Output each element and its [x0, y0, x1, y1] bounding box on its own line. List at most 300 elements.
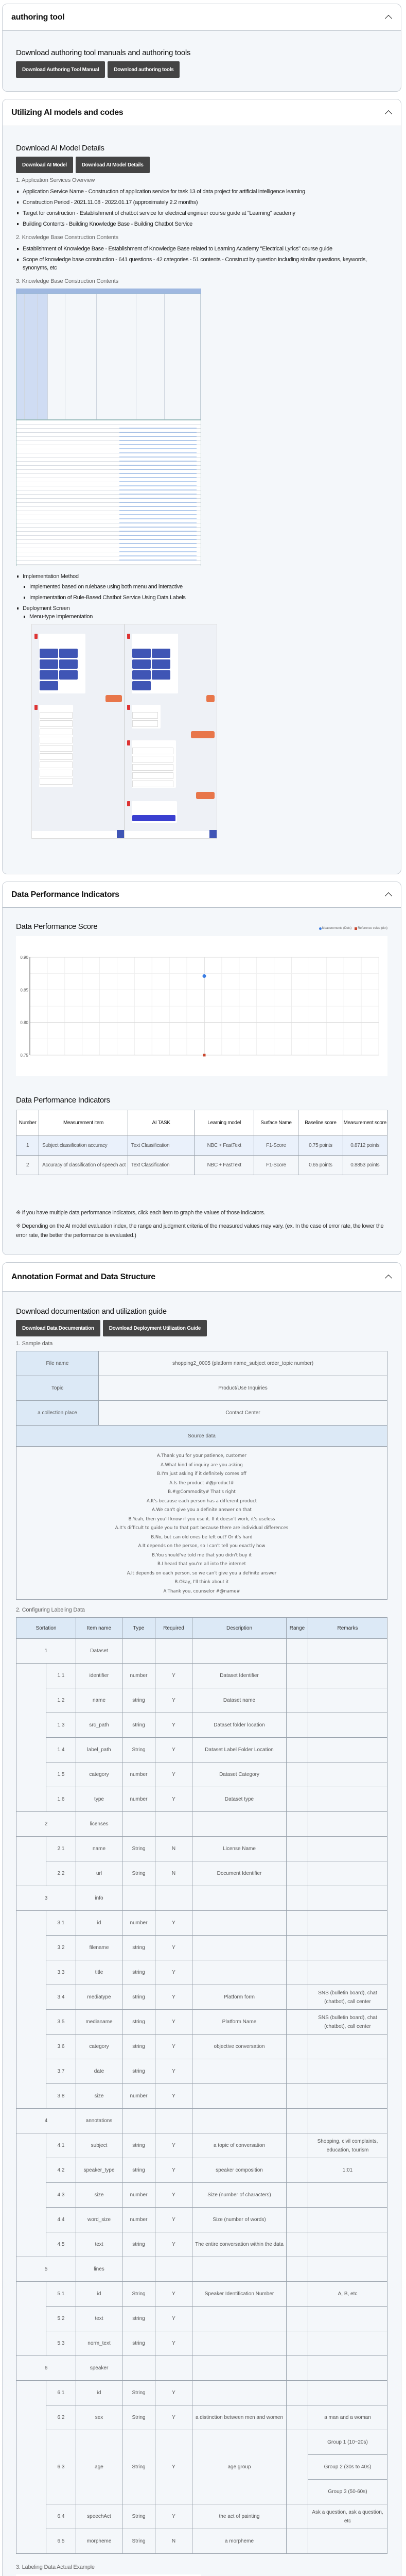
download-authoring-tools-button[interactable]: Download authoring tools — [108, 61, 180, 78]
section-title: 1. Application Services Overview — [16, 177, 95, 183]
implementation-list — [16, 572, 387, 621]
type: string — [122, 1688, 155, 1713]
empty-cell — [155, 2257, 192, 2282]
sortation: 3.3 — [46, 1960, 76, 1985]
item-name: sex — [76, 2405, 122, 2430]
item-name: date — [76, 2059, 122, 2084]
source-line: A.Is the product #@product# — [169, 1480, 234, 1486]
item-name: id — [76, 2282, 122, 2307]
item-name: url — [76, 1861, 122, 1886]
list-item: Target for construction - Establishment of chatbot service for electrical engineer course guide at "Learning" academy — [16, 209, 387, 217]
type: string — [122, 2331, 155, 2356]
sortation: 3.4 — [46, 1985, 76, 2010]
item-name: age — [76, 2430, 122, 2504]
type: String — [122, 2405, 155, 2430]
remarks — [308, 1936, 387, 1960]
sample-value: Contact Center — [99, 1401, 387, 1426]
item-name: lines — [76, 2257, 122, 2282]
required: Y — [155, 2158, 192, 2183]
reference-point[interactable] — [203, 1054, 206, 1057]
range — [287, 2084, 308, 2109]
sortation: 1.3 — [46, 1713, 76, 1738]
deployment-screenshot — [31, 624, 217, 839]
required: Y — [155, 2059, 192, 2084]
item-name: annotations — [76, 2109, 122, 2133]
type: string — [122, 2307, 155, 2331]
list-item: Building Contents - Building Knowledge Base - Building Chatbot Service — [16, 220, 387, 228]
chart-svg — [16, 936, 387, 1076]
indent-cell — [16, 2307, 46, 2331]
sample-key: a collection place — [16, 1401, 99, 1426]
list-item — [16, 572, 387, 602]
table-title: Data Performance Indicators — [16, 1096, 110, 1105]
chevron-up-icon[interactable] — [384, 109, 393, 117]
description: Platform Name — [192, 2010, 287, 2035]
empty-cell — [122, 1639, 155, 1664]
column-header: Sortation — [16, 1618, 76, 1639]
required: Y — [155, 2282, 192, 2307]
sample-key: Topic — [16, 1376, 99, 1401]
indent-cell — [16, 1738, 46, 1762]
empty-cell — [287, 2356, 308, 2381]
source-data — [16, 1447, 387, 1600]
table-row — [16, 2059, 387, 2084]
table-row — [16, 2307, 387, 2331]
section-title: 3. Labeling Data Actual Example — [16, 2564, 95, 2570]
remarks: Shopping, civil complaints, education, tourism — [308, 2133, 387, 2158]
remarks: Group 1 (10~20s) — [308, 2430, 387, 2455]
type: string — [122, 1713, 155, 1738]
list-item: Menu-type Implementation — [23, 613, 387, 621]
remarks: 1:01 — [308, 2158, 387, 2183]
item-name: subject — [76, 2133, 122, 2158]
type: string — [122, 2158, 155, 2183]
table-cell: F1-Score — [254, 1136, 298, 1156]
indent-cell — [16, 1911, 46, 1936]
section-title: 3. Knowledge Base Construction Contents — [16, 278, 118, 284]
remarks — [308, 1713, 387, 1738]
ai-models-panel — [2, 99, 401, 874]
table-row — [16, 2208, 387, 2232]
description — [192, 2381, 287, 2405]
empty-cell — [192, 2109, 287, 2133]
type: String — [122, 2381, 155, 2405]
group-row — [16, 2109, 387, 2133]
sortation: 3 — [16, 1886, 76, 1911]
sortation: 1.4 — [46, 1738, 76, 1762]
chart-legend — [319, 927, 387, 930]
overview-list — [16, 188, 387, 228]
download-data-documentation-button[interactable]: Download Data Documentation — [16, 1320, 100, 1336]
deployment-label: Deployment Screen — [23, 605, 70, 612]
chart-title: Data Performance Score — [16, 922, 98, 931]
range — [287, 1960, 308, 1985]
remarks — [308, 1688, 387, 1713]
sortation: 5.3 — [46, 2331, 76, 2356]
list-item — [16, 604, 387, 621]
remarks — [308, 1787, 387, 1812]
range — [287, 2059, 308, 2084]
remarks — [308, 1861, 387, 1886]
required: Y — [155, 2405, 192, 2430]
description: Platform form — [192, 1985, 287, 2010]
description: speaker composition — [192, 2158, 287, 2183]
implementation-label: Implementation Method — [23, 573, 79, 580]
required: Y — [155, 1787, 192, 1812]
description: age group — [192, 2430, 287, 2504]
range — [287, 2010, 308, 2035]
description: a distinction between men and women — [192, 2405, 287, 2430]
required: Y — [155, 1960, 192, 1985]
type: String — [122, 1738, 155, 1762]
legend-item-measurements[interactable] — [319, 927, 352, 930]
sample-row — [16, 1401, 387, 1426]
indent-cell — [16, 2035, 46, 2059]
table-cell: Subject classification accuracy — [39, 1136, 128, 1156]
type: String — [122, 1837, 155, 1861]
remarks — [308, 1664, 387, 1688]
table-row — [16, 2331, 387, 2356]
sortation: 4.3 — [46, 2183, 76, 2208]
chevron-up-icon[interactable] — [384, 1273, 393, 1281]
empty-cell — [192, 1639, 287, 1664]
remarks — [308, 2059, 387, 2084]
indent-cell — [16, 1861, 46, 1886]
source-line: B.No, but can old ones be left out? Or it's hard — [151, 1534, 253, 1540]
group-row — [16, 1812, 387, 1837]
authoring-heading: Download authoring tool manuals and authoring tools — [16, 48, 191, 57]
empty-cell — [155, 2356, 192, 2381]
item-name: speaker — [76, 2356, 122, 2381]
required: Y — [155, 1762, 192, 1787]
table-row — [16, 1787, 387, 1812]
range — [287, 2529, 308, 2554]
required: Y — [155, 2504, 192, 2529]
chat-screen-left — [32, 624, 125, 838]
description: a topic of conversation — [192, 2133, 287, 2158]
table-row — [16, 1713, 387, 1738]
annotation-panel — [2, 1262, 401, 2576]
authoring-tool-panel — [2, 4, 401, 92]
sortation: 1.1 — [46, 1664, 76, 1688]
download-ai-model-button[interactable]: Download AI Model — [16, 157, 73, 173]
item-name: text — [76, 2307, 122, 2331]
empty-cell — [122, 1886, 155, 1911]
remarks — [308, 2208, 387, 2232]
remarks — [308, 2232, 387, 2257]
item-name: norm_text — [76, 2331, 122, 2356]
column-header: Range — [287, 1618, 308, 1639]
column-header: Item name — [76, 1618, 122, 1639]
empty-cell — [122, 2257, 155, 2282]
empty-cell — [155, 1639, 192, 1664]
table-cell: 2 — [16, 1156, 39, 1175]
performance-header[interactable] — [3, 882, 401, 908]
column-header: Surface Name — [254, 1110, 298, 1136]
range — [287, 2035, 308, 2059]
table-row — [16, 1936, 387, 1960]
panel-title: Annotation Format and Data Structure — [11, 1272, 155, 1281]
range — [287, 1738, 308, 1762]
range — [287, 1985, 308, 2010]
type: string — [122, 2232, 155, 2257]
description: License Name — [192, 1837, 287, 1861]
column-header: Number — [16, 1110, 39, 1136]
legend-dot-icon — [319, 927, 322, 930]
labeling-table — [16, 1617, 387, 2554]
sortation: 1 — [16, 1639, 76, 1664]
table-row — [16, 2405, 387, 2430]
type: String — [122, 2430, 155, 2504]
column-header: Remarks — [308, 1618, 387, 1639]
item-name: id — [76, 2381, 122, 2405]
column-header: Measurement score — [343, 1110, 387, 1136]
type: number — [122, 1664, 155, 1688]
required: Y — [155, 1936, 192, 1960]
sortation: 1.5 — [46, 1762, 76, 1787]
item-name: size — [76, 2183, 122, 2208]
required: Y — [155, 1713, 192, 1738]
sortation: 3.7 — [46, 2059, 76, 2084]
source-line: B.Okay, I'll think about it — [174, 1580, 229, 1585]
type: string — [122, 2133, 155, 2158]
list-item: Construction Period - 2021.11.08 - 2022.01.17 (approximately 2.2 months) — [16, 198, 387, 207]
description: Dataset Identifier — [192, 1664, 287, 1688]
list-item: Scope of knowledge base construction - 641 questions - 42 categories - 51 contents - Construct by question including similar questions, keywords, synonyms, etc — [16, 256, 387, 272]
ai-model-heading: Download AI Model Details — [16, 144, 104, 152]
sortation: 1.6 — [46, 1787, 76, 1812]
range — [287, 2405, 308, 2430]
authoring-tool-header[interactable] — [3, 4, 401, 31]
range — [287, 2232, 308, 2257]
sortation: 6.4 — [46, 2504, 76, 2529]
required: Y — [155, 2035, 192, 2059]
empty-cell — [122, 2356, 155, 2381]
source-header: Source data — [16, 1426, 387, 1447]
note: ※ If you have multiple data performance indicators, click each item to graph the values of those indicators. — [16, 1210, 266, 1216]
sortation: 5 — [16, 2257, 76, 2282]
remarks: Ask a question, ask a question, etc — [308, 2504, 387, 2529]
section-title: 2. Knowledge Base Construction Contents — [16, 234, 118, 241]
sample-data-table — [16, 1351, 387, 1600]
indent-cell — [16, 1837, 46, 1861]
description: Dataset Category — [192, 1762, 287, 1787]
chevron-up-icon[interactable] — [384, 891, 393, 899]
item-name: identifier — [76, 1664, 122, 1688]
empty-cell — [122, 2109, 155, 2133]
column-header: Baseline score — [298, 1110, 343, 1136]
table-row — [16, 2430, 387, 2455]
table-cell: 0.8853 points — [343, 1156, 387, 1175]
item-name: title — [76, 1960, 122, 1985]
range — [287, 2307, 308, 2331]
indent-cell — [16, 2208, 46, 2232]
remarks — [308, 2529, 387, 2554]
table-cell: NBC + FastText — [195, 1136, 254, 1156]
type: string — [122, 1985, 155, 2010]
item-name: category — [76, 1762, 122, 1787]
table-row — [16, 2158, 387, 2183]
required: N — [155, 1861, 192, 1886]
empty-cell — [155, 1886, 192, 1911]
table-row — [16, 1738, 387, 1762]
annotation-header[interactable] — [3, 1263, 401, 1292]
type: string — [122, 2035, 155, 2059]
list-item: Implemented based on rulebase using both menu and interactive — [23, 583, 387, 591]
annotation-heading: Download documentation and utilization guide — [16, 1307, 167, 1316]
range — [287, 1911, 308, 1936]
description — [192, 2059, 287, 2084]
remarks — [308, 1837, 387, 1861]
sample-value: Product/Use Inquiries — [99, 1376, 387, 1401]
measurement-point[interactable] — [203, 974, 206, 978]
column-header: Learning model — [195, 1110, 254, 1136]
list-item: Application Service Name - Construction of application service for task 13 of data project for artificial intelligence learning — [16, 188, 387, 196]
note: ※ Depending on the AI model evaluation index, the range and judgment criteria of the measured values may vary. (ex. In the case of error rate, the lower the error rate, the better the performance is evaluated.) — [16, 1223, 384, 1239]
range — [287, 2282, 308, 2307]
type: number — [122, 2208, 155, 2232]
required: Y — [155, 2307, 192, 2331]
range — [287, 1664, 308, 1688]
sortation: 2.1 — [46, 1837, 76, 1861]
description: Document Identifier — [192, 1861, 287, 1886]
table-row — [16, 2282, 387, 2307]
empty-cell — [155, 2109, 192, 2133]
list-item: Implementation of Rule-Based Chatbot Service Using Data Labels — [23, 594, 387, 602]
performance-panel — [2, 882, 401, 1255]
indent-cell — [16, 1688, 46, 1713]
section-title: 1. Sample data — [16, 1341, 53, 1347]
source-line: A.It's because each person has a different product — [146, 1498, 257, 1504]
legend-item-reference[interactable] — [355, 927, 387, 930]
description: Dataset type — [192, 1787, 287, 1812]
table-row — [16, 2010, 387, 2035]
download-ai-model-details-button[interactable]: Download AI Model Details — [76, 157, 150, 173]
download-utilization-guide-button[interactable]: Download Deployment Utilization Guide — [103, 1320, 207, 1336]
range — [287, 2381, 308, 2405]
description: The entire conversation within the data — [192, 2232, 287, 2257]
remarks — [308, 1738, 387, 1762]
item-name: type — [76, 1787, 122, 1812]
labeling-json-example-image — [16, 2574, 201, 2576]
range — [287, 2133, 308, 2158]
table-row — [16, 2183, 387, 2208]
item-name: morpheme — [76, 2529, 122, 2554]
table-cell: 0.8712 points — [343, 1136, 387, 1156]
type: String — [122, 2529, 155, 2554]
item-name: speechAct — [76, 2504, 122, 2529]
performance-table — [16, 1110, 387, 1175]
required: Y — [155, 2010, 192, 2035]
indent-cell — [16, 2381, 46, 2405]
remarks — [308, 2307, 387, 2331]
item-name: name — [76, 1688, 122, 1713]
table-cell: Text Classification — [128, 1136, 195, 1156]
table-row — [16, 1688, 387, 1713]
empty-cell — [308, 2257, 387, 2282]
description: Size (number of words) — [192, 2208, 287, 2232]
group-row — [16, 1886, 387, 1911]
sortation: 4 — [16, 2109, 76, 2133]
empty-cell — [192, 2257, 287, 2282]
type: number — [122, 2084, 155, 2109]
item-name: category — [76, 2035, 122, 2059]
source-line: B.You should've told me that you didn't buy it — [152, 1552, 252, 1558]
sortation: 4.1 — [46, 2133, 76, 2158]
range — [287, 1861, 308, 1886]
type: number — [122, 1787, 155, 1812]
indent-cell — [16, 1762, 46, 1787]
sortation: 4.5 — [46, 2232, 76, 2257]
list-item: Establishment of Knowledge Base - Establishment of Knowledge Base related to Learning Academy "Electrical Lyrics" course guide — [16, 245, 387, 253]
table-row — [16, 2232, 387, 2257]
required: Y — [155, 2331, 192, 2356]
column-header: Type — [122, 1618, 155, 1639]
range — [287, 2183, 308, 2208]
download-manual-button[interactable]: Download Authoring Tool Manual — [16, 61, 105, 78]
empty-cell — [308, 2109, 387, 2133]
indent-cell — [16, 2504, 46, 2529]
chevron-up-icon[interactable] — [384, 13, 393, 22]
description — [192, 2331, 287, 2356]
required: Y — [155, 2183, 192, 2208]
indent-cell — [16, 1664, 46, 1688]
ai-models-header[interactable] — [3, 99, 401, 126]
indent-cell — [16, 2331, 46, 2356]
empty-cell — [287, 1886, 308, 1911]
required: Y — [155, 1985, 192, 2010]
empty-cell — [287, 1639, 308, 1664]
description: a morpheme — [192, 2529, 287, 2554]
source-line: A.What kind of inquiry are you asking — [161, 1462, 243, 1468]
description: Size (number of characters) — [192, 2183, 287, 2208]
type: String — [122, 2504, 155, 2529]
sortation: 4.2 — [46, 2158, 76, 2183]
sortation: 3.1 — [46, 1911, 76, 1936]
table-row[interactable] — [16, 1136, 387, 1156]
required: Y — [155, 1911, 192, 1936]
indent-cell — [16, 1960, 46, 1985]
panel-title: authoring tool — [11, 12, 65, 22]
item-name: name — [76, 1837, 122, 1861]
remarks: a man and a woman — [308, 2405, 387, 2430]
item-name: id — [76, 1911, 122, 1936]
indent-cell — [16, 2183, 46, 2208]
range — [287, 2504, 308, 2529]
source-line: B.#@Commodity# That's right — [168, 1489, 236, 1495]
empty-cell — [192, 1886, 287, 1911]
table-row[interactable] — [16, 1156, 387, 1175]
range — [287, 2158, 308, 2183]
range — [287, 1688, 308, 1713]
range — [287, 1713, 308, 1738]
remarks — [308, 1960, 387, 1985]
item-name: licenses — [76, 1812, 122, 1837]
indent-cell — [16, 2158, 46, 2183]
section-title: 2. Configuring Labeling Data — [16, 1607, 85, 1613]
range — [287, 2208, 308, 2232]
sortation: 5.2 — [46, 2307, 76, 2331]
legend-square-icon — [355, 927, 357, 930]
range — [287, 1762, 308, 1787]
range — [287, 2331, 308, 2356]
sortation: 6.3 — [46, 2430, 76, 2504]
empty-cell — [287, 2109, 308, 2133]
empty-cell — [308, 1639, 387, 1664]
indent-cell — [16, 1936, 46, 1960]
remarks — [308, 1762, 387, 1787]
source-line: A.Thank you for your patience, customer — [157, 1453, 246, 1459]
